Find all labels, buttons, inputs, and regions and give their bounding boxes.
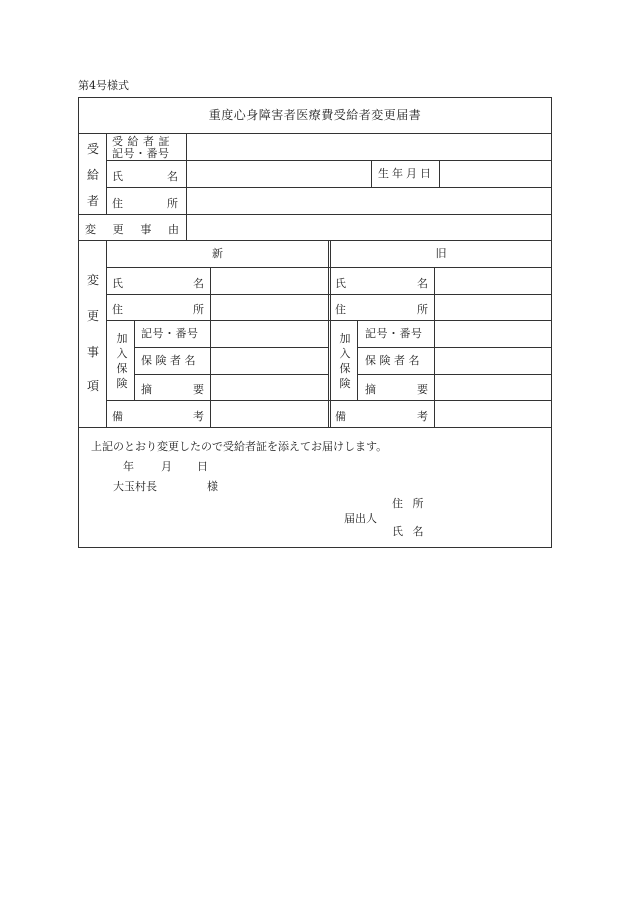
old-summary-label: 摘 要 <box>365 383 428 396</box>
cert-number-field[interactable] <box>187 134 550 160</box>
new-header: 新 <box>212 247 223 260</box>
name-label: 氏 名 <box>112 170 178 183</box>
recipient-side-3: 者 <box>87 194 100 208</box>
applicant-label: 届出人 <box>344 512 377 525</box>
cert-label-line2: 記号・番号 <box>112 147 170 160</box>
new-symbol-number-field[interactable] <box>211 321 328 347</box>
new-remarks-field[interactable] <box>211 401 328 427</box>
changes-side-3: 事 <box>87 345 100 359</box>
old-name-field[interactable] <box>435 268 550 294</box>
new-insurer-field[interactable] <box>211 348 328 374</box>
name-field[interactable] <box>187 161 371 187</box>
applicant-name-label: 氏 名 <box>392 525 427 538</box>
old-address-field[interactable] <box>435 295 550 320</box>
honorific: 様 <box>207 480 218 493</box>
change-notification-form <box>78 97 552 548</box>
changes-side-1: 変 <box>87 273 100 287</box>
form-number: 第4号様式 <box>78 79 129 92</box>
date-month: 月 <box>161 460 172 473</box>
change-reason-field[interactable] <box>187 215 550 240</box>
new-summary-field[interactable] <box>211 375 328 400</box>
old-address-label: 住 所 <box>335 303 428 316</box>
rule-v-birth-1 <box>371 160 372 187</box>
old-remarks-label: 備 考 <box>335 410 428 423</box>
new-remarks-label: 備 考 <box>112 410 204 423</box>
new-symbol-number-label: 記号・番号 <box>141 327 199 340</box>
new-name-field[interactable] <box>211 268 328 294</box>
changes-side-2: 更 <box>87 309 100 323</box>
footer-statement: 上記のとおり変更したので受給者証を添えてお届けします。 <box>91 440 388 453</box>
new-address-label: 住 所 <box>112 303 204 316</box>
applicant-address-label: 住 所 <box>392 497 427 510</box>
old-insurer-label: 保 険 者 名 <box>365 354 420 367</box>
birthdate-label: 生年月日 <box>378 167 434 180</box>
rule-v-old-ins <box>357 320 358 400</box>
recipient-side-2: 給 <box>87 168 100 182</box>
new-summary-label: 摘 要 <box>141 383 204 396</box>
date-year: 年 <box>123 460 134 473</box>
changes-side-4: 項 <box>87 379 100 393</box>
old-header: 旧 <box>435 247 447 260</box>
rule-v-recipient <box>106 133 107 214</box>
address-label: 住 所 <box>112 197 178 210</box>
old-symbol-number-field[interactable] <box>435 321 550 347</box>
addressee: 大玉村長 <box>113 480 157 493</box>
rule-table-end <box>79 427 551 428</box>
cert-label-line1: 受 給 者 証 <box>112 135 170 148</box>
date-day: 日 <box>197 460 208 473</box>
birthdate-field[interactable] <box>440 161 550 187</box>
old-insurance-label: 加 入 保 険 <box>339 332 351 390</box>
form-title: 重度心身障害者医療費受給者変更届書 <box>208 108 422 122</box>
new-address-field[interactable] <box>211 295 328 320</box>
rule-v-new-ins <box>134 320 135 400</box>
rule-reason-end <box>79 240 551 241</box>
recipient-side-1: 受 <box>87 142 100 156</box>
rule-v-mid-1 <box>328 240 329 427</box>
new-insurance-label: 加 入 保 険 <box>116 332 128 390</box>
old-symbol-number-label: 記号・番号 <box>365 327 423 340</box>
new-name-label: 氏 名 <box>112 277 204 290</box>
old-remarks-field[interactable] <box>435 401 550 427</box>
address-field[interactable] <box>187 188 550 214</box>
rule-v-changes <box>106 240 107 427</box>
rule-v-mid-2 <box>330 240 331 427</box>
new-insurer-label: 保 険 者 名 <box>141 354 196 367</box>
change-reason-label: 変 更 事 由 <box>85 223 179 236</box>
old-insurer-field[interactable] <box>435 348 550 374</box>
old-summary-field[interactable] <box>435 375 550 400</box>
old-name-label: 氏 名 <box>335 277 428 290</box>
